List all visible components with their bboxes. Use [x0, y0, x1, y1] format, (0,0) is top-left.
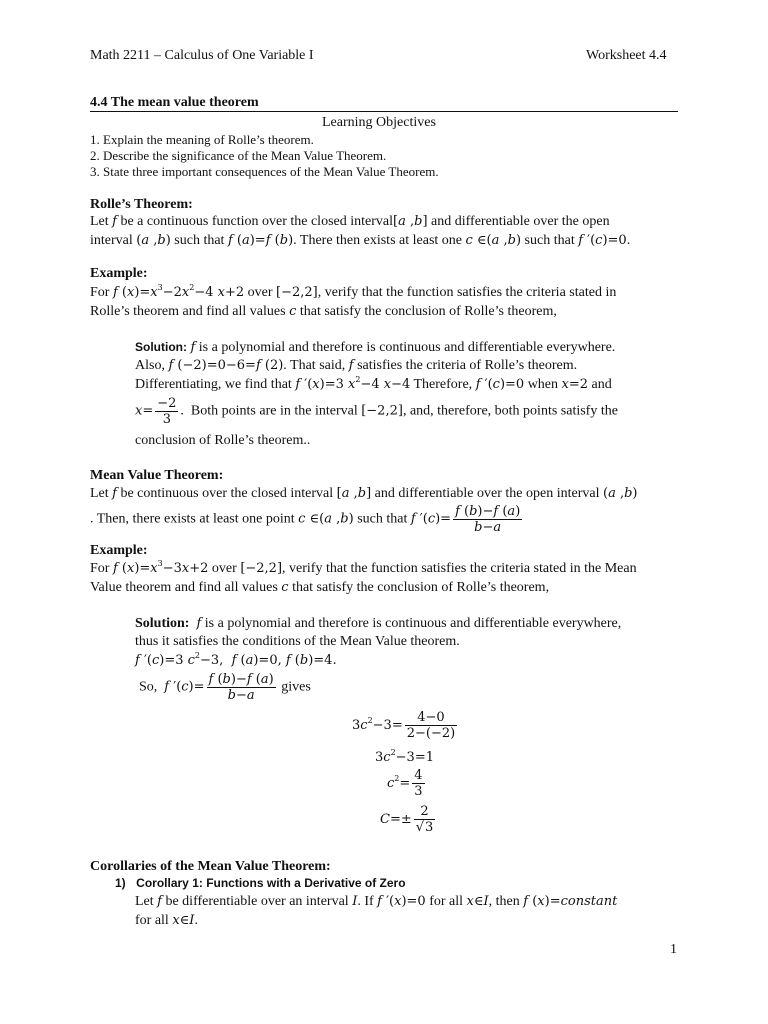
mvt-statement-line1: Let f be continuous over the closed interval [a ,b] and differentiable over the open interval (a ,b): [90, 486, 638, 501]
section-title: 4.4 The mean value theorem: [90, 95, 259, 110]
example2-solution-line1: Solution: f is a polynomial and therefore is continuous and differentiable everywhere,: [135, 616, 622, 631]
example1-line1: For f $(x)=x^3-2x^2-4$ x+2 over [−2,2], verify that the function satisfies the criteria stated in: [90, 283, 617, 300]
objective-item: 3. State three important consequences of the Mean Value Theorem.: [90, 164, 439, 179]
page-number: 1: [670, 942, 677, 957]
corollary1-line1: Let f be differentiable over an interval I. If f ′(x)=0 for all x∈I, then f (x)=constant: [135, 894, 618, 909]
corollary1-title: 1) Corollary 1: Functions with a Derivative of Zero: [115, 876, 406, 890]
example1-solution-line4: x= $\frac{-2}{3}$ . Both points are in the interval [−2,2], and, therefore, both points satisfy the: [135, 396, 618, 427]
example2-solution-line2: thus it satisfies the conditions of the Mean Value theorem.: [135, 634, 460, 649]
example1-solution-line3: Differentiating, we find that f ′(x)=3 $x^2-4$ x−4 Therefore, f ′(c)=0 when x=2 and: [135, 375, 612, 392]
corollary1-line2: for all x∈I.: [135, 913, 198, 928]
example1-line2: Rolle’s theorem and find all values c that satisfy the conclusion of Rolle’s theorem,: [90, 304, 557, 319]
example2-heading: Example:: [90, 543, 148, 558]
rolle-heading: Rolle’s Theorem:: [90, 197, 193, 212]
example1-heading: Example:: [90, 266, 148, 281]
example2-solution-line4: So, f ′(c)= $\frac{f (b)-f (a)}{b-a}$ gives: [139, 672, 311, 703]
course-title: Math 2211 – Calculus of One Variable I: [90, 48, 314, 63]
example1-solution-line2: Also, f (−2)=0−6=f (2). That said, f satisfies the criteria of Rolle’s theorem.: [135, 358, 578, 373]
mvt-heading: Mean Value Theorem:: [90, 468, 224, 483]
objectives-heading: Learning Objectives: [322, 115, 436, 130]
equation-step-3: $c^2=$ $\frac{4}{3}$: [387, 768, 423, 799]
example1-solution-line5: conclusion of Rolle’s theorem..: [135, 433, 311, 448]
section-rule: [90, 111, 678, 112]
mvt-statement-line2: . Then, there exists at least one point c ∈(a ,b) such that f ′(c)= $\frac{f (b)-f (a)}{b-a}$: [90, 504, 521, 535]
objective-item: 2. Describe the significance of the Mean Value Theorem.: [90, 148, 387, 163]
objective-item: 1. Explain the meaning of Rolle’s theorem.: [90, 132, 314, 147]
rolle-statement-line2: interval (a ,b) such that f (a)=f (b). There then exists at least one c ∈(a ,b) such that f ′(c)=0.: [90, 233, 631, 248]
rolle-statement-line1: Let f be a continuous function over the closed interval[a ,b] and differentiable over the open: [90, 214, 610, 229]
equation-step-2: $3c^2-3=1$: [375, 748, 434, 765]
example1-solution-line1: Solution: f is a polynomial and therefore is continuous and differentiable everywhere.: [135, 340, 616, 355]
equation-step-4: C=± $\frac{2}{√3}$: [380, 804, 434, 835]
example2-line2: Value theorem and find all values c that satisfy the conclusion of Rolle’s theorem,: [90, 580, 550, 595]
corollaries-heading: Corollaries of the Mean Value Theorem:: [90, 859, 331, 874]
example2-solution-line3: f ′(c)=3 $c^2-3$, f (a)=0, f (b)=4.: [135, 651, 337, 668]
equation-step-1: $3c^2-3=$ $\frac{4-0}{2-(-2)}$: [352, 710, 456, 741]
example2-line1: For f $(x)=x^3-3x+2$ over [−2,2], verify that the function satisfies the criteria stated in the Mean: [90, 559, 637, 576]
worksheet-label: Worksheet 4.4: [586, 48, 667, 63]
